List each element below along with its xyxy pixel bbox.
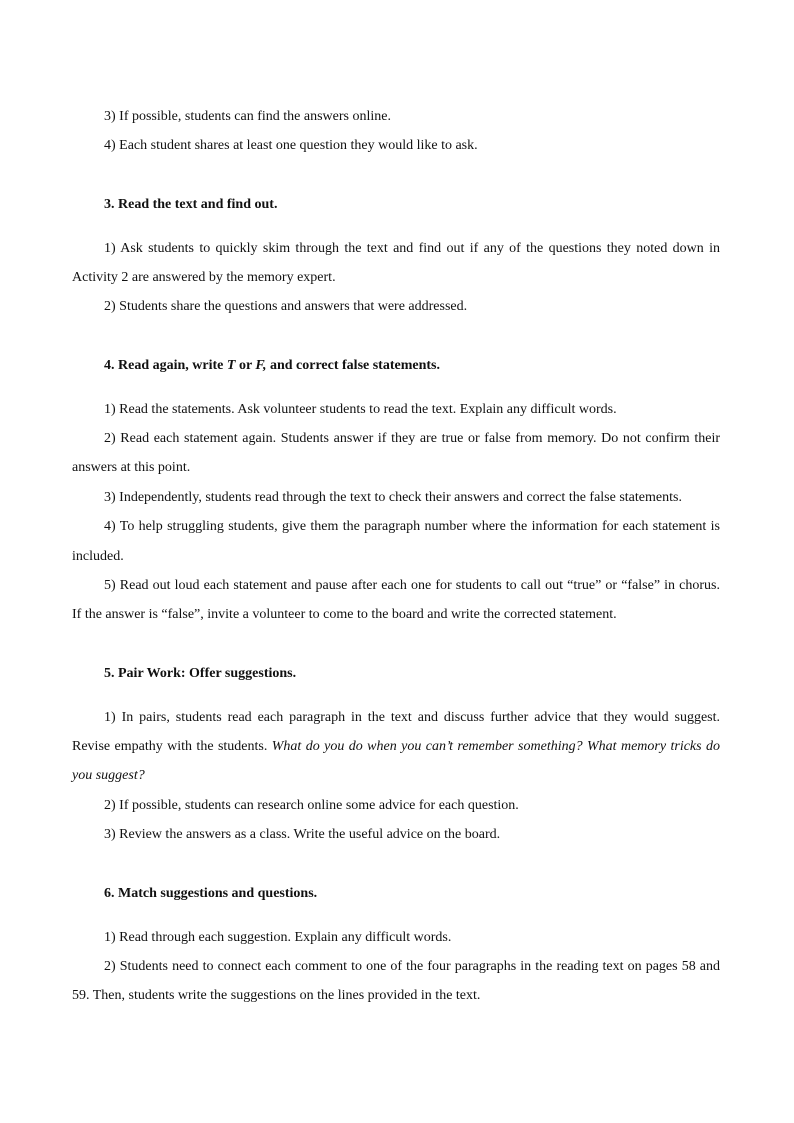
heading-text: or <box>235 358 256 374</box>
heading-text: F, <box>255 358 267 374</box>
document-page <box>72 102 720 1011</box>
paragraph: 4) To help struggling students, give them the paragraph number where the information for each statement is included. <box>72 519 720 564</box>
paragraph: 3) Independently, students read through the text to check their answers and correct the false statements. <box>104 489 682 505</box>
paragraph: 1) Read the statements. Ask volunteer students to read the text. Explain any difficult words. <box>104 401 617 417</box>
list-item: 3) If possible, students can find the answers online. <box>104 109 391 124</box>
paragraph <box>72 703 720 791</box>
example-questions: What do you do when you can’t remember something? What memory tricks do you suggest? <box>72 739 720 784</box>
paragraph: 2) If possible, students can research online some advice for each question. <box>104 797 519 813</box>
paragraph: 5) Read out loud each statement and pause after each one for students to call out “true” or “false” in chorus. If the answer is “false”, invite a volunteer to come to the board and write the corrected statement. <box>72 578 720 623</box>
section-heading-6: 6. Match suggestions and questions. <box>104 886 318 902</box>
heading-text: 4. Read again, write <box>104 358 227 374</box>
list-item: 4) Each student shares at least one question they would like to ask. <box>104 138 478 154</box>
paragraph: 2) Students share the questions and answers that were addressed. <box>104 299 468 315</box>
section-heading-4 <box>72 351 720 380</box>
heading-text: T <box>226 358 236 374</box>
paragraph: 2) Students need to connect each comment to one of the four paragraphs in the reading text on pages 58 and 59. Then, students write the suggestions on the lines provided in the text. <box>72 958 720 1004</box>
section-heading-5: 5. Pair Work: Offer suggestions. <box>104 666 297 682</box>
paragraph: 3) Review the answers as a class. Write the useful advice on the board. <box>104 827 501 843</box>
paragraph: 1) Ask students to quickly skim through the text and find out if any of the questions they noted down in Activity 2 are answered by the memory expert. <box>72 240 720 286</box>
paragraph: 2) Read each statement again. Students answer if they are true or false from memory. Do not confirm their answers at this point. <box>72 431 720 476</box>
section-heading-3: 3. Read the text and find out. <box>104 197 278 213</box>
heading-text: and correct false statements. <box>266 358 440 374</box>
paragraph-text: 1) In pairs, students read each paragraph in the text and discuss further advice that they would suggest. Revise empathy with the students. <box>72 709 720 755</box>
paragraph: 1) Read through each suggestion. Explain any difficult words. <box>104 929 452 945</box>
